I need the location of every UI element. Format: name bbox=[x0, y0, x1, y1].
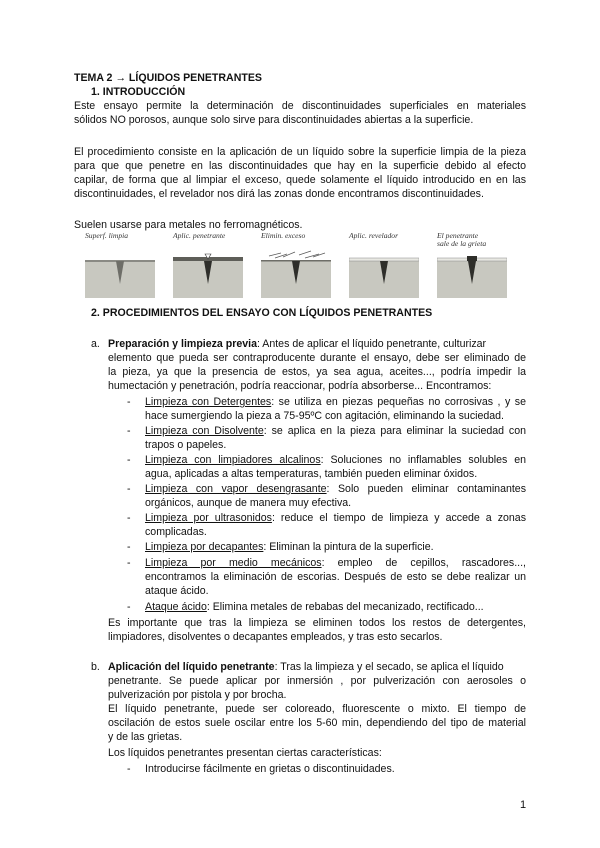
list-item-mecanicos-line2: encontramos la eliminación de escorias. Después de esto se debe realizar un bbox=[145, 571, 526, 583]
item-name: Limpieza con vapor desengrasante bbox=[145, 483, 327, 495]
intro-p1-line1: Este ensayo permite la determinación de discontinuidades superficiales en materiales bbox=[74, 100, 526, 112]
list-item-detergentes: Limpieza con Detergentes: se utiliza en piezas pequeñas no corrosivas , y se bbox=[145, 396, 526, 408]
figure-caption: Aplic. revelador bbox=[349, 231, 399, 240]
figure-caption-line2: sale de la grieta bbox=[437, 239, 487, 248]
specimen-clean-image bbox=[85, 250, 155, 300]
intro-p1-line2: sólidos NO porosos, aunque solo sirve para discontinuidades abiertas a la superficie. bbox=[74, 114, 474, 126]
b-line2: penetrante. Se puede aplicar por inmersión , por pulverización con aerosoles o bbox=[108, 675, 526, 687]
list-item-ataque-acido: Ataque ácido: Elimina metales de rebabas del mecanizado, rectificado... bbox=[145, 601, 484, 613]
item-name: Limpieza por medio mecánicos bbox=[145, 557, 322, 569]
document-page: TEMA 2 → LÍQUIDOS PENETRANTES 1. INTRODUCCIÓN Este ensayo permite la determinación de discontinuidades superficiales en materiales sólidos NO porosos, aunque solo sirve para discontinuidades abiertas a la superficie. El procedimiento consiste en la aplicación de un líquido sobre la superficie limpia de la pieza para que que penetre en las discontinuidades que hay en la superficie debido al efecto capilar, de forma que al limpiar el exceso, quede solamente el líquido introducido en en las discontinuidades, el revelador nos dirá las zonas donde encontramos discontinuidades. Suelen usarse para metales no ferromagnéticos. Superf. limpia Aplic. penetrante Elimin. exceso Aplic. revelador El penetrante sale de la grieta 2. PROCEDIMIENTOS DEL ENSAYO CON LÍQUIDOS PENETRANTES a. Preparación y limpieza previa: Antes de aplicar el líquido penetrante, culturizar elemento que pueda ser contraproducente durante el ensayo, debe ser eliminado de la pieza, ya que la presencia de estos, ya sea agua, aceites..., podría impedir la humectación y penetración, podría reaccionar, podría absorberse... Encontramos: - Limpieza con Detergentes: se utiliza en piezas pequeñas no corrosivas , y se hace sumergiendo la pieza a 75-95ºC con agitación, eliminando la suciedad. - Limpieza con Disolvente: se aplica en la pieza para eliminar la suciedad con trapos o papeles. - Limpieza con limpiadores alcalinos: Soluciones no inflamables solubles en agua, aplicadas a altas temperaturas, también pueden eliminar óxidos. - Limpieza con vapor desengrasante: Solo pueden eliminar contaminantes orgánicos, aunque de manera muy efectiva. - Limpieza por ultrasonidos: reduce el tiempo de limpieza y accede a zonas complicadas. - Limpieza por decapantes: Eliminan la pintura de la superficie. - Limpieza por medio mecánicos: empleo de cepillos, rascadores..., encontramos la eliminación de escorias. Después de esto se debe realizar un ataque ácido. - Ataque ácido: Elimina metales de rebabas del mecanizado, rectificado... Es importante que tras la limpieza se eliminen todos los restos de detergentes, limpiadores, disolventes o decapantes empleados, y tras esto secarlos. b. Aplicación del líquido penetrante: Tras la limpieza y el secado, se aplica el líquido penetrante. Se puede aplicar por inmersión , por pulverización con aerosoles o pulverización por pistola y por brocha. El líquido penetrante, puede ser coloreado, fluorescente o mixto. El tiempo de oscilación de estos suele oscilar entre los 5-60 min, dependiendo del tipo de material y de las grietas. Los líquidos penetrantes presentan ciertas características: - Introducirse fácilmente en grietas o discontinuidades. 1 bbox=[74, 72, 527, 811]
a-closing-line1: Es importante que tras la limpieza se eliminen todos los restos de detergentes, bbox=[108, 617, 526, 629]
intro-p3: Suelen usarse para metales no ferromagnéticos. bbox=[74, 219, 303, 231]
specimen-bleedout-image bbox=[437, 250, 507, 300]
list-item-b-1: Introducirse fácilmente en grietas o discontinuidades. bbox=[145, 763, 395, 775]
intro-p2-line4: discontinuidades, el revelador nos dirá las zonas donde encontramos discontinuidades. bbox=[74, 188, 484, 200]
item-name: Limpieza por ultrasonidos bbox=[145, 512, 272, 524]
list-marker-b: b. bbox=[91, 661, 100, 673]
list-item-mecanicos-line3: ataque ácido. bbox=[145, 585, 209, 597]
figure-caption bbox=[437, 232, 517, 248]
list-item-alcalinos-line2: agua, aplicadas a altas temperaturas, también pueden eliminar óxidos. bbox=[145, 468, 478, 480]
b-line1 bbox=[108, 660, 504, 674]
item-name: Limpieza por decapantes bbox=[145, 541, 264, 553]
a-title: Preparación y limpieza previa bbox=[108, 338, 257, 350]
b-line3: pulverización por pistola y por brocha. bbox=[108, 689, 287, 701]
figure-caption: Elimin. exceso bbox=[261, 231, 306, 240]
specimen-developer-image bbox=[349, 250, 419, 300]
figure-step-remove-excess bbox=[261, 232, 331, 304]
intro-p2-line3: capilar, de forma que al limpiar el exceso, quede solamente el líquido introducido en en las bbox=[74, 174, 526, 186]
page-number: 1 bbox=[520, 799, 527, 811]
b-line1-text: : Tras la limpieza y el secado, se aplica el líquido bbox=[274, 661, 504, 673]
penetrant-process-figure bbox=[85, 232, 515, 304]
a-line1-text: : Antes de aplicar el líquido penetrante, culturizar bbox=[256, 338, 487, 350]
a-closing-line2: limpiadores, disolventes o decapantes empleados, y tras esto secarlos. bbox=[108, 631, 443, 643]
item-name: Limpieza con limpiadores alcalinos bbox=[145, 454, 321, 466]
list-item-disolvente: Limpieza con Disolvente: se aplica en la pieza para eliminar la suciedad con bbox=[145, 425, 526, 437]
section-heading-procedimientos: 2. PROCEDIMIENTOS DEL ENSAYO CON LÍQUIDOS PENETRANTES bbox=[91, 307, 433, 319]
list-item-vapor-line2: orgánicos, aunque de manera muy efectiva. bbox=[145, 497, 352, 509]
list-item-ultrasonidos-line2: complicadas. bbox=[145, 526, 207, 538]
intro-p2-line2: para que que penetre en las discontinuidades que hay en la superficie debido al efecto bbox=[74, 160, 526, 172]
b-line7: Los líquidos penetrantes presentan ciertas características: bbox=[108, 747, 382, 759]
b-line4: El líquido penetrante, puede ser coloreado, fluorescente o mixto. El tiempo de bbox=[108, 703, 526, 715]
figure-step-apply-penetrant bbox=[173, 232, 243, 304]
b-line5: oscilación de estos suele oscilar entre los 5-60 min, dependiendo del tipo de material bbox=[108, 717, 526, 729]
b-title: Aplicación del líquido penetrante bbox=[108, 661, 275, 673]
list-item-disolvente-line2: trapos o papeles. bbox=[145, 439, 227, 451]
list-marker-a: a. bbox=[91, 338, 100, 350]
b-line6: y de las grietas. bbox=[108, 731, 183, 743]
figure-step-penetrant-exits bbox=[437, 232, 507, 304]
item-name: Limpieza con Detergentes bbox=[145, 396, 272, 408]
a-line4: humectación y penetración, podría reaccionar, podría absorberse... Encontramos: bbox=[108, 380, 492, 392]
a-line3: la pieza, ya que la presencia de estos, ya sea agua, aceites..., podría impedir la bbox=[108, 366, 526, 378]
list-item-alcalinos: Limpieza con limpiadores alcalinos: Soluciones no inflamables solubles en bbox=[145, 454, 526, 466]
figure-caption: Superf. limpia bbox=[85, 231, 129, 240]
figure-step-apply-developer bbox=[349, 232, 419, 304]
list-item-ultrasonidos: Limpieza por ultrasonidos: reduce el tiempo de limpieza y accede a zonas bbox=[145, 512, 526, 524]
section-heading-introduccion: 1. INTRODUCCIÓN bbox=[91, 86, 186, 98]
intro-p2-line1: El procedimiento consiste en la aplicación de un líquido sobre la superficie limpia de la pieza bbox=[74, 146, 526, 158]
list-item-detergentes-line2: hace sumergiendo la pieza a 75-95ºC con agitación, eliminando la suciedad. bbox=[145, 410, 504, 422]
item-name: Ataque ácido bbox=[145, 601, 207, 613]
figure-caption: Aplic. penetrante bbox=[173, 231, 226, 240]
figure-caption-line1: El penetrante bbox=[437, 231, 479, 240]
document-title: TEMA 2 → LÍQUIDOS PENETRANTES bbox=[74, 72, 262, 84]
list-item-decapantes: Limpieza por decapantes: Eliminan la pintura de la superficie. bbox=[145, 541, 434, 553]
item-name: Limpieza con Disolvente bbox=[145, 425, 264, 437]
list-item-mecanicos: Limpieza por medio mecánicos: empleo de cepillos, rascadores..., bbox=[145, 557, 526, 569]
specimen-remove-excess-image bbox=[261, 250, 331, 300]
figure-step-clean-surface bbox=[85, 232, 155, 304]
a-line1 bbox=[108, 337, 526, 351]
list-item-vapor: Limpieza con vapor desengrasante: Solo pueden eliminar contaminantes bbox=[145, 483, 526, 495]
specimen-penetrant-image bbox=[173, 250, 243, 300]
a-line2: elemento que pueda ser contraproducente durante el ensayo, debe ser eliminado de bbox=[108, 352, 526, 364]
